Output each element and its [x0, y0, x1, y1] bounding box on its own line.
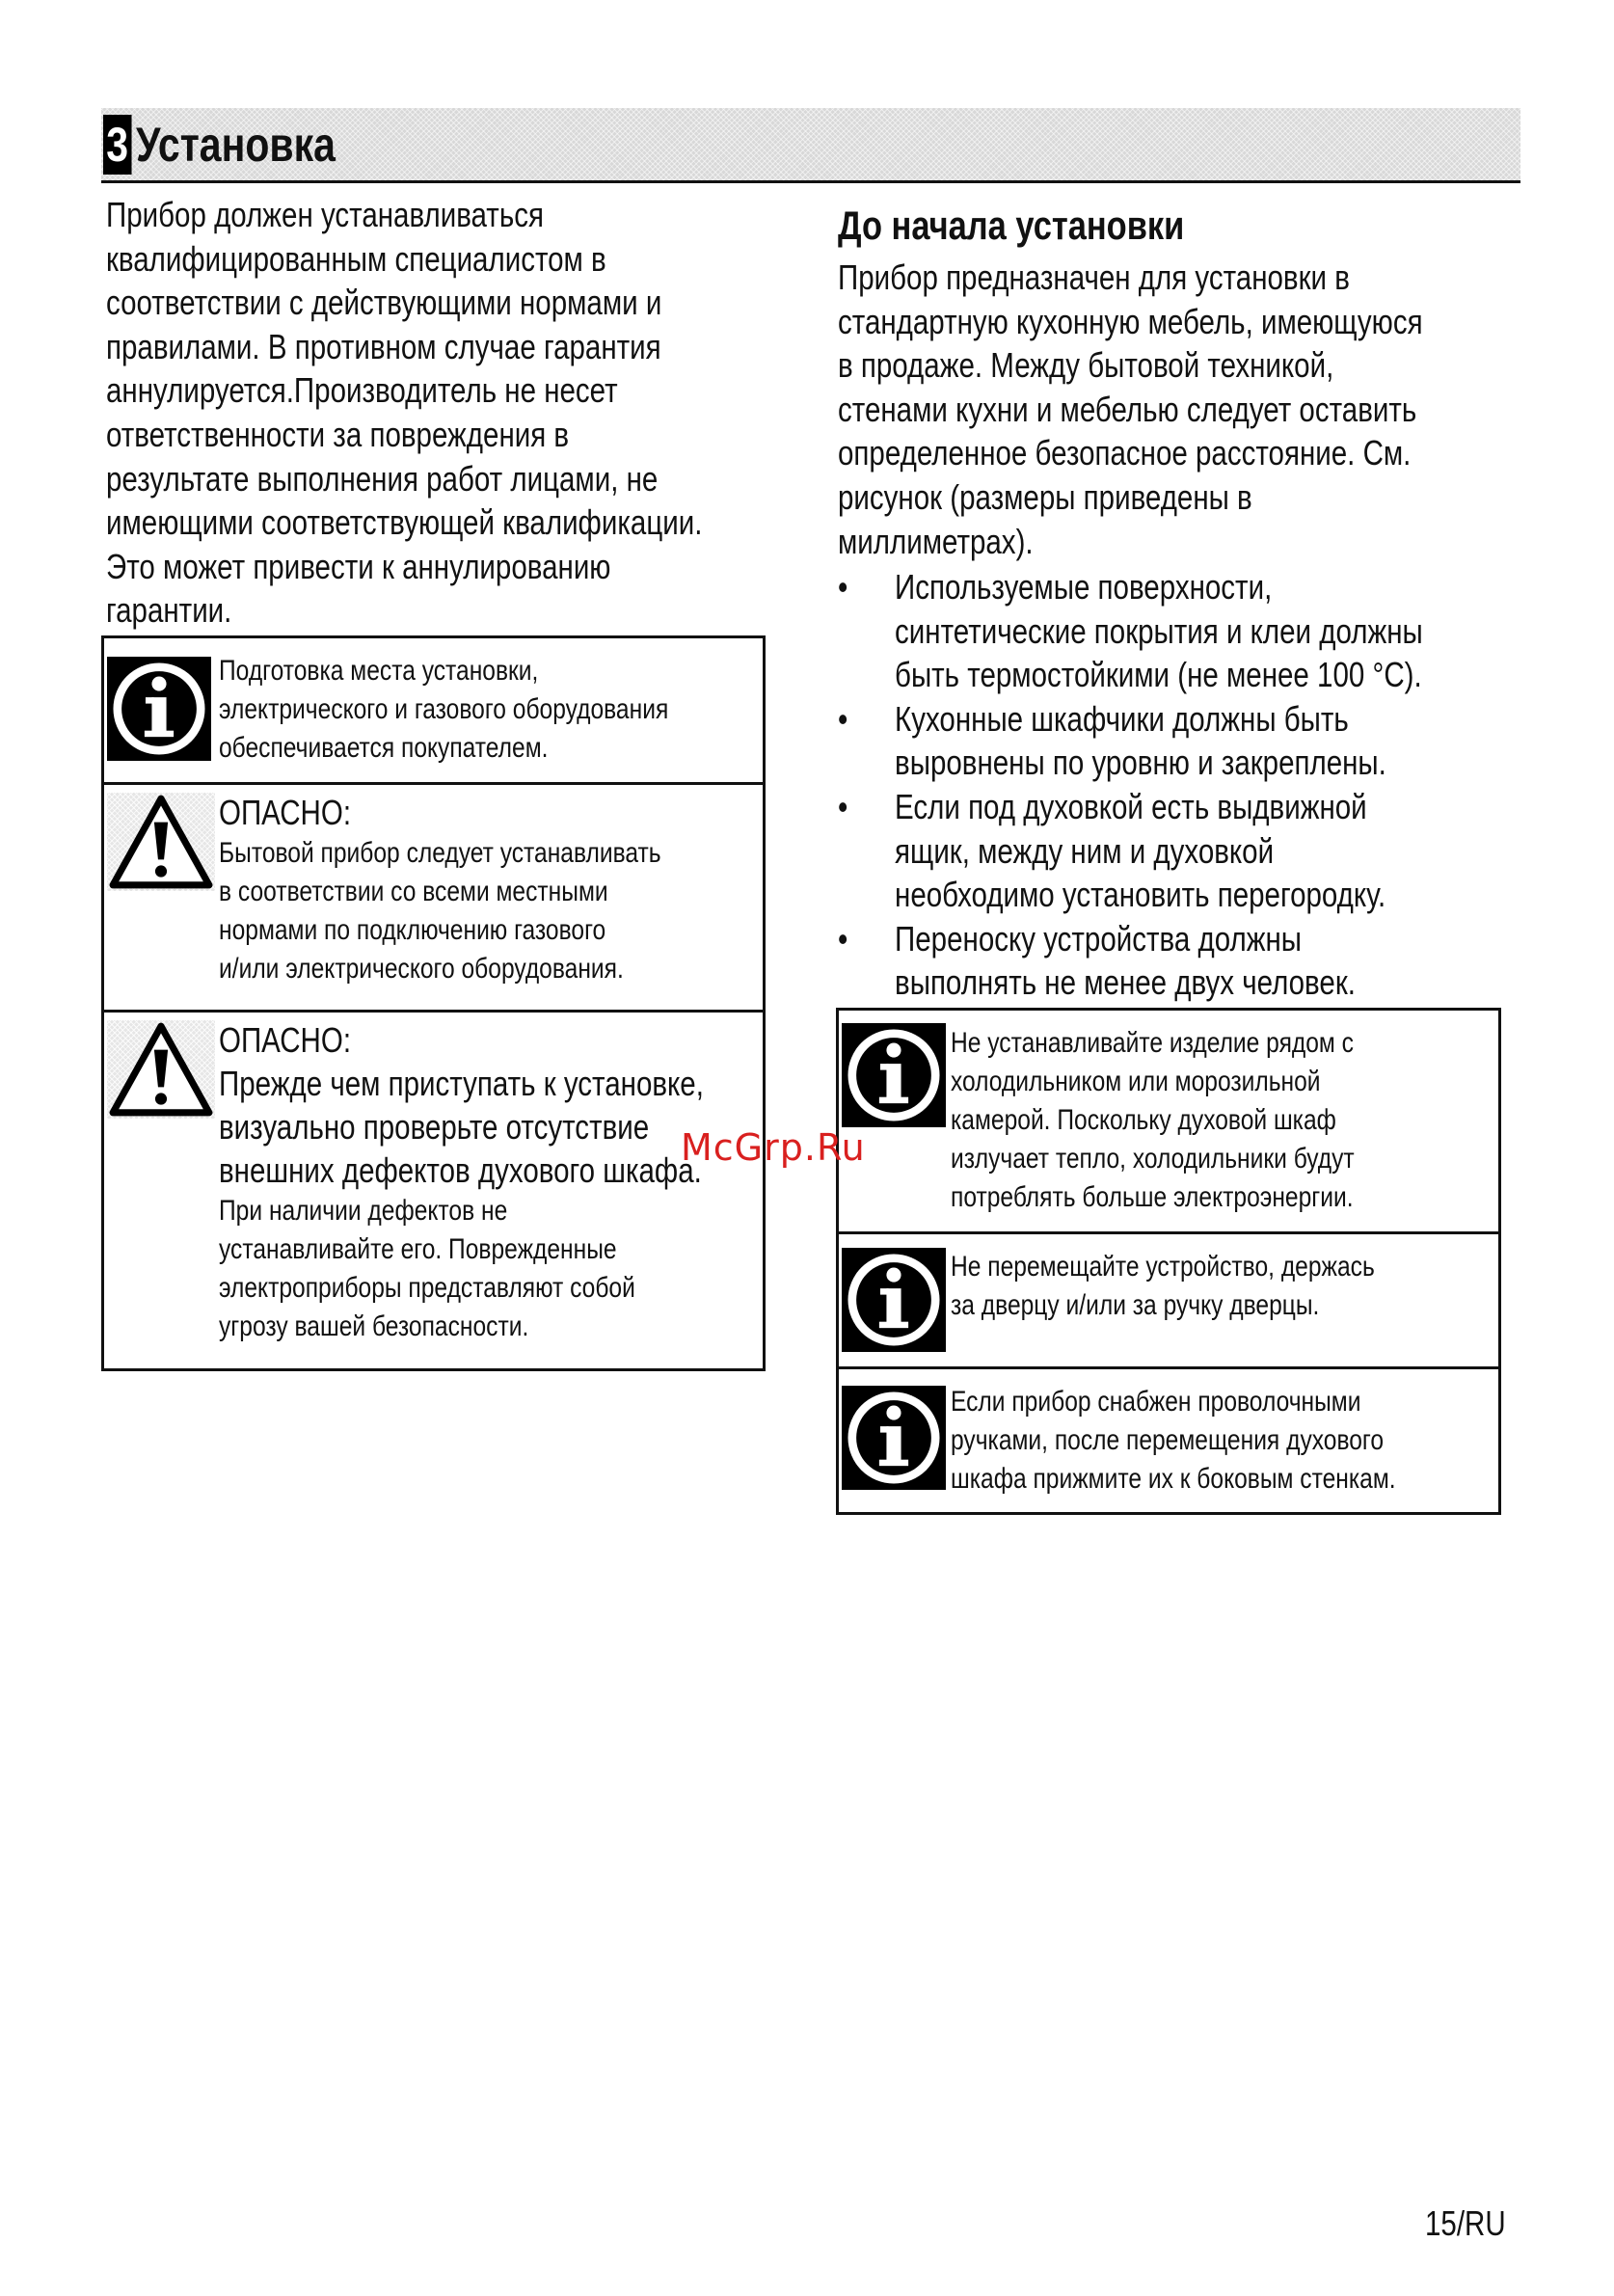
text-line: Это может привести к аннулированию [106, 546, 611, 586]
text-line: определенное безопасное расстояние. См. [838, 433, 1412, 473]
page-number: 15/RU [1425, 2203, 1506, 2243]
text-line: рисунок (размеры приведены в [838, 476, 1252, 517]
left-notice-box [101, 635, 766, 1371]
notice-danger [104, 785, 763, 1013]
list-item: • Переноску устройства должны выполнять не менее двух человек. [838, 918, 1356, 1003]
text-line: квалифицированным специалистом в [106, 238, 606, 279]
warning-icon [107, 1020, 215, 1119]
notice-info [104, 638, 763, 785]
info-icon [842, 1248, 946, 1352]
bullet-dot: • [838, 567, 848, 607]
notice-info [839, 1011, 1498, 1234]
notice-text: ОПАСНО: Прежде чем приступать к установке, визуально проверьте отсутствие внешних дефектов духового шкафа. При наличии дефектов не устанавливайте его. Поврежденные электроприборы представляют собой угрозу вашей безопасности. [219, 1020, 704, 1342]
text-line: имеющими соответствующей квалификации. [106, 502, 703, 543]
notice-text: ОПАСНО: Бытовой прибор следует устанавливать в соответствии со всеми местными нормами по подключению газового и/или электрического оборудования. [219, 793, 661, 985]
subsection-heading: До начала установки [838, 203, 1185, 248]
text-line: Прибор предназначен для установки в [838, 257, 1350, 297]
right-notice-box [836, 1008, 1501, 1515]
notice-danger [104, 1013, 763, 1368]
list-item: • Если под духовкой есть выдвижной ящик, между ним и духовкой необходимо установить перегородку. [838, 786, 1386, 915]
text-line: стенами кухни и мебелью следует оставить [838, 389, 1417, 429]
section-title: Установка [135, 117, 336, 172]
text-line: стандартную кухонную мебель, имеющуюся [838, 301, 1423, 341]
bullet-dot: • [838, 918, 848, 959]
info-icon [842, 1023, 946, 1127]
text-line: соответствии с действующими нормами и [106, 283, 662, 323]
text-line: ответственности за повреждения в [106, 414, 570, 454]
text-line: результате выполнения работ лицами, не [106, 458, 659, 499]
notice-text: Подготовка места установки, электрического и газового оборудования обеспечивается покупателем. [219, 655, 669, 764]
section-header [101, 108, 1520, 183]
list-item: • Используемые поверхности, синтетические покрытия и клеи должны быть термостойкими (не менее 100 °С). [838, 567, 1423, 695]
notice-text: Не перемещайте устройство, держась за дверцу и/или за ручку дверцы. [951, 1251, 1375, 1321]
bullet-dot: • [838, 698, 848, 739]
notice-info [839, 1234, 1498, 1369]
text-line: гарантии. [106, 590, 232, 631]
watermark: McGrp.Ru [681, 1126, 866, 1169]
right-intro-paragraph [838, 256, 1423, 563]
list-item: • Кухонные шкафчики должны быть выровнены по уровню и закреплены. [838, 698, 1386, 783]
bullet-dot: • [838, 786, 848, 826]
section-number: 3 [103, 115, 131, 175]
text-line: миллиметрах). [838, 521, 1034, 561]
text-line: Прибор должен устанавливаться [106, 195, 544, 234]
text-line: аннулируется.Производитель не несет [106, 370, 618, 411]
bullet-list [838, 565, 1423, 1005]
text-line: правилами. В противном случае гарантия [106, 326, 661, 366]
warning-icon [107, 793, 215, 891]
notice-text: Не устанавливайте изделие рядом с холодильником или морозильной камерой. Поскольку духовой шкаф излучает тепло, холодильники будут потреблять больше электроэнергии. [951, 1027, 1355, 1213]
left-intro-paragraph [106, 193, 702, 633]
text-line: в продаже. Между бытовой техникой, [838, 345, 1334, 386]
notice-info [839, 1369, 1498, 1514]
info-icon [842, 1386, 946, 1490]
info-icon [107, 657, 211, 761]
notice-text: Если прибор снабжен проволочными ручками, после перемещения духового шкафа прижмите их к боковым стенкам. [951, 1386, 1396, 1495]
